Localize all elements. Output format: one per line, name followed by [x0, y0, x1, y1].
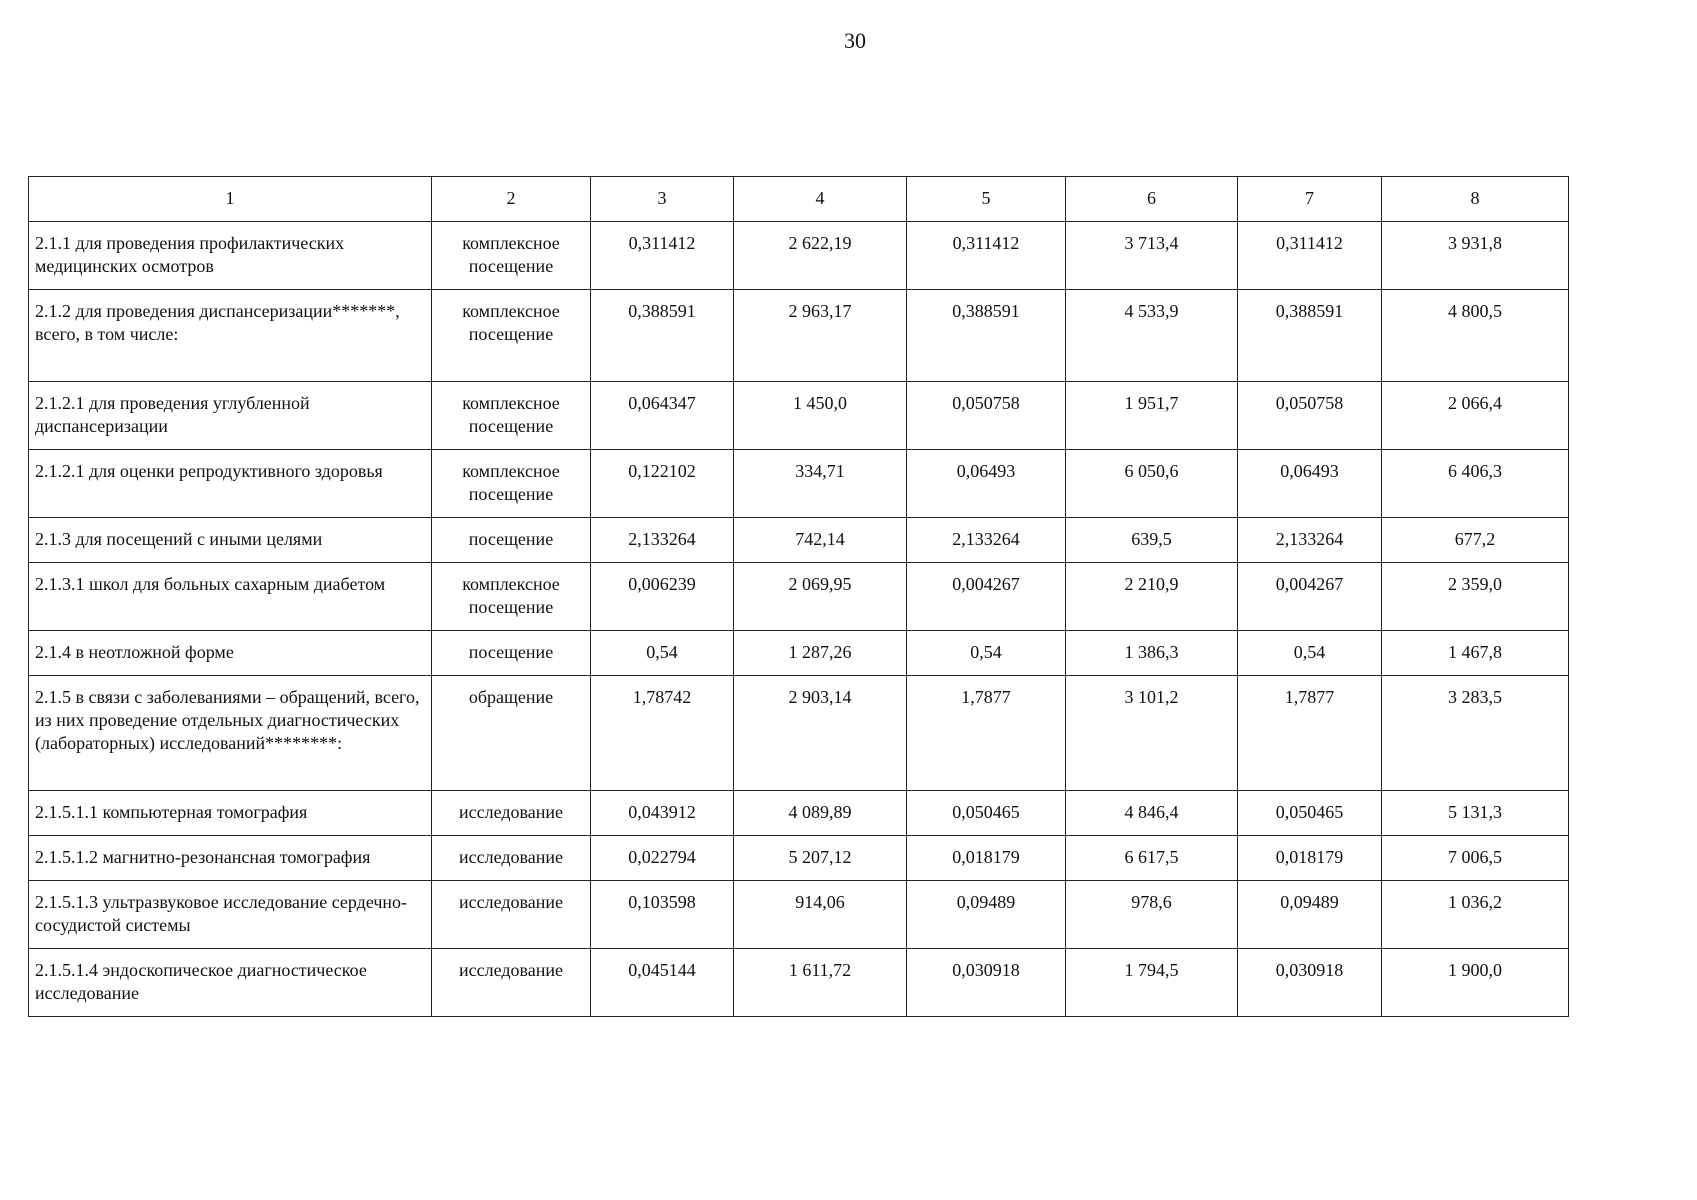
value-cell: 1 467,8 — [1382, 631, 1569, 676]
table-row — [29, 222, 1569, 290]
value-cell: 0,388591 — [1238, 290, 1382, 382]
value-cell: 0,030918 — [1238, 949, 1382, 1017]
value-cell: 0,388591 — [907, 290, 1066, 382]
unit-cell: исследование — [432, 949, 591, 1017]
value-cell: 0,09489 — [907, 881, 1066, 949]
unit-cell: комплексное посещение — [432, 382, 591, 450]
table-row — [29, 631, 1569, 676]
value-cell: 7 006,5 — [1382, 836, 1569, 881]
value-cell: 0,06493 — [907, 450, 1066, 518]
row-title-cell: 2.1.2.1 для проведения углубленной диспансеризации — [29, 382, 432, 450]
value-cell: 2 069,95 — [734, 563, 907, 631]
value-cell: 3 101,2 — [1066, 676, 1238, 791]
value-cell: 1 611,72 — [734, 949, 907, 1017]
value-cell: 0,004267 — [1238, 563, 1382, 631]
row-title-cell: 2.1.4 в неотложной форме — [29, 631, 432, 676]
value-cell: 0,043912 — [591, 791, 734, 836]
table-row — [29, 382, 1569, 450]
table-row — [29, 836, 1569, 881]
value-cell: 4 089,89 — [734, 791, 907, 836]
value-cell: 2,133264 — [1238, 518, 1382, 563]
unit-cell: комплексное посещение — [432, 563, 591, 631]
value-cell: 0,018179 — [907, 836, 1066, 881]
row-title-cell: 2.1.2 для проведения диспансеризации*******, всего, в том числе: — [29, 290, 432, 382]
row-title-cell: 2.1.5.1.1 компьютерная томография — [29, 791, 432, 836]
value-cell: 6 406,3 — [1382, 450, 1569, 518]
value-cell: 978,6 — [1066, 881, 1238, 949]
value-cell: 0,09489 — [1238, 881, 1382, 949]
value-cell: 6 050,6 — [1066, 450, 1238, 518]
value-cell: 0,018179 — [1238, 836, 1382, 881]
header-cell: 8 — [1382, 177, 1569, 222]
row-title-cell: 2.1.5.1.2 магнитно-резонансная томография — [29, 836, 432, 881]
value-cell: 0,388591 — [591, 290, 734, 382]
value-cell: 0,311412 — [1238, 222, 1382, 290]
header-cell: 7 — [1238, 177, 1382, 222]
unit-cell: комплексное посещение — [432, 450, 591, 518]
value-cell: 5 131,3 — [1382, 791, 1569, 836]
value-cell: 4 800,5 — [1382, 290, 1569, 382]
value-cell: 1,7877 — [907, 676, 1066, 791]
tariff-table — [28, 176, 1569, 1017]
value-cell: 1 036,2 — [1382, 881, 1569, 949]
value-cell: 0,06493 — [1238, 450, 1382, 518]
table-row — [29, 450, 1569, 518]
value-cell: 0,022794 — [591, 836, 734, 881]
unit-cell: комплексное посещение — [432, 290, 591, 382]
value-cell: 2,133264 — [907, 518, 1066, 563]
value-cell: 0,030918 — [907, 949, 1066, 1017]
row-title-cell: 2.1.5.1.3 ультразвуковое исследование сердечно-сосудистой системы — [29, 881, 432, 949]
value-cell: 0,103598 — [591, 881, 734, 949]
unit-cell: комплексное посещение — [432, 222, 591, 290]
value-cell: 2 963,17 — [734, 290, 907, 382]
row-title-cell: 2.1.5.1.4 эндоскопическое диагностическое исследование — [29, 949, 432, 1017]
value-cell: 4 846,4 — [1066, 791, 1238, 836]
table-row — [29, 676, 1569, 791]
value-cell: 2 903,14 — [734, 676, 907, 791]
value-cell: 677,2 — [1382, 518, 1569, 563]
value-cell: 5 207,12 — [734, 836, 907, 881]
unit-cell: посещение — [432, 631, 591, 676]
value-cell: 1 386,3 — [1066, 631, 1238, 676]
table-row — [29, 563, 1569, 631]
value-cell: 0,311412 — [907, 222, 1066, 290]
value-cell: 742,14 — [734, 518, 907, 563]
value-cell: 0,122102 — [591, 450, 734, 518]
value-cell: 1 450,0 — [734, 382, 907, 450]
header-cell: 1 — [29, 177, 432, 222]
value-cell: 639,5 — [1066, 518, 1238, 563]
row-title-cell: 2.1.5 в связи с заболеваниями – обращений, всего, из них проведение отдельных диагностических (лабораторных) исследований********: — [29, 676, 432, 791]
value-cell: 2,133264 — [591, 518, 734, 563]
value-cell: 1 951,7 — [1066, 382, 1238, 450]
value-cell: 0,004267 — [907, 563, 1066, 631]
value-cell: 0,064347 — [591, 382, 734, 450]
value-cell: 0,54 — [591, 631, 734, 676]
value-cell: 1,78742 — [591, 676, 734, 791]
row-title-cell: 2.1.3 для посещений с иными целями — [29, 518, 432, 563]
value-cell: 4 533,9 — [1066, 290, 1238, 382]
value-cell: 1 794,5 — [1066, 949, 1238, 1017]
header-cell: 5 — [907, 177, 1066, 222]
page-number: 30 — [844, 28, 866, 53]
value-cell: 0,045144 — [591, 949, 734, 1017]
value-cell: 1 287,26 — [734, 631, 907, 676]
value-cell: 0,54 — [907, 631, 1066, 676]
value-cell: 334,71 — [734, 450, 907, 518]
value-cell: 0,050758 — [1238, 382, 1382, 450]
table-row — [29, 791, 1569, 836]
row-title-cell: 2.1.3.1 школ для больных сахарным диабетом — [29, 563, 432, 631]
value-cell: 0,050465 — [1238, 791, 1382, 836]
value-cell: 0,050465 — [907, 791, 1066, 836]
header-cell: 2 — [432, 177, 591, 222]
value-cell: 3 931,8 — [1382, 222, 1569, 290]
value-cell: 2 622,19 — [734, 222, 907, 290]
row-title-cell: 2.1.2.1 для оценки репродуктивного здоровья — [29, 450, 432, 518]
value-cell: 0,006239 — [591, 563, 734, 631]
table-row — [29, 290, 1569, 382]
value-cell: 3 713,4 — [1066, 222, 1238, 290]
value-cell: 914,06 — [734, 881, 907, 949]
unit-cell: исследование — [432, 836, 591, 881]
value-cell: 2 066,4 — [1382, 382, 1569, 450]
value-cell: 1,7877 — [1238, 676, 1382, 791]
table-row — [29, 881, 1569, 949]
table-header-row — [29, 177, 1569, 222]
unit-cell: исследование — [432, 881, 591, 949]
table-row — [29, 518, 1569, 563]
value-cell: 1 900,0 — [1382, 949, 1569, 1017]
header-cell: 3 — [591, 177, 734, 222]
unit-cell: посещение — [432, 518, 591, 563]
value-cell: 6 617,5 — [1066, 836, 1238, 881]
row-title-cell: 2.1.1 для проведения профилактических медицинских осмотров — [29, 222, 432, 290]
value-cell: 0,050758 — [907, 382, 1066, 450]
header-cell: 4 — [734, 177, 907, 222]
header-cell: 6 — [1066, 177, 1238, 222]
value-cell: 3 283,5 — [1382, 676, 1569, 791]
value-cell: 2 359,0 — [1382, 563, 1569, 631]
value-cell: 0,311412 — [591, 222, 734, 290]
unit-cell: исследование — [432, 791, 591, 836]
table-row — [29, 949, 1569, 1017]
value-cell: 2 210,9 — [1066, 563, 1238, 631]
value-cell: 0,54 — [1238, 631, 1382, 676]
unit-cell: обращение — [432, 676, 591, 791]
